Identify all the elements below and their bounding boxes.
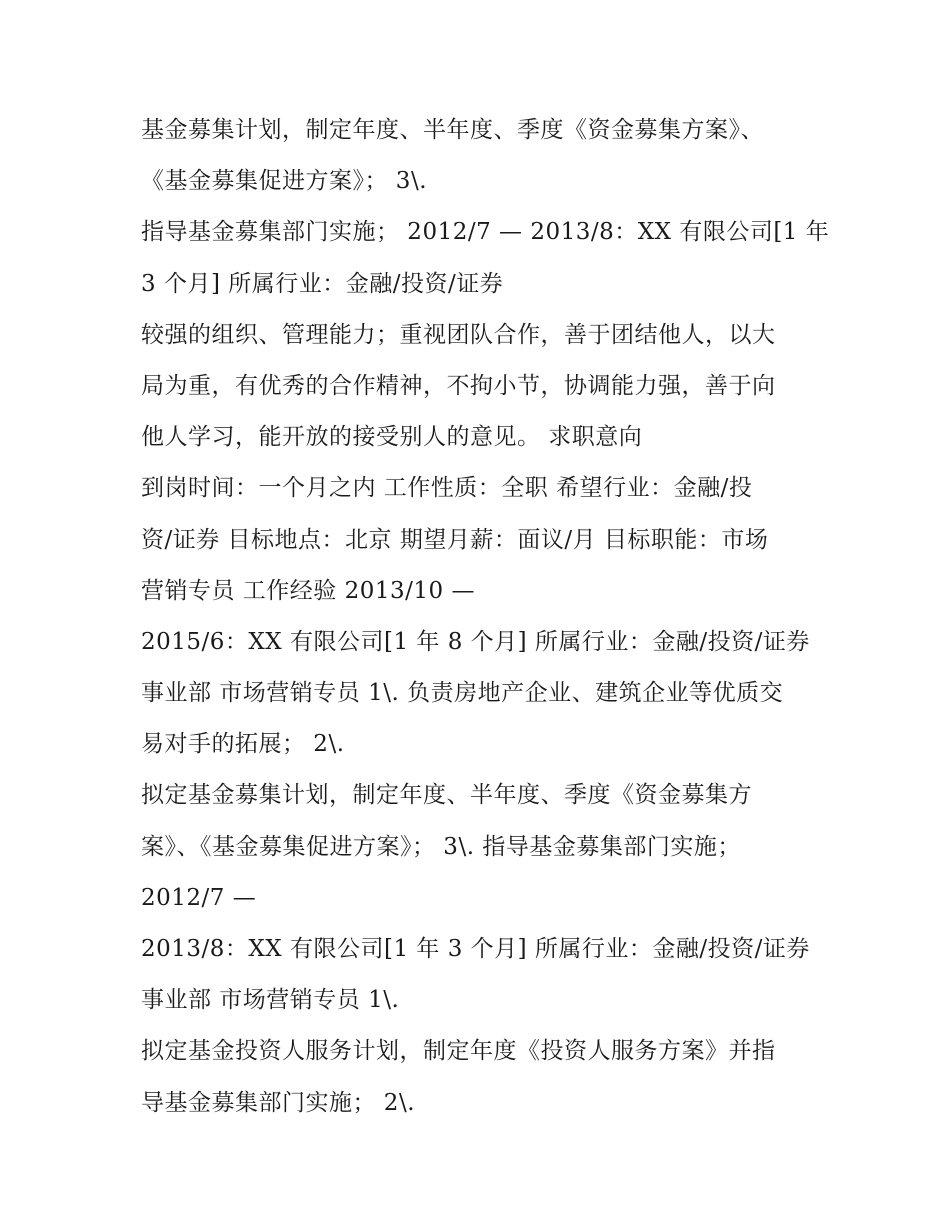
text-line: 导基金募集部门实施； 2\. <box>141 1089 416 1116</box>
text-line: 易对手的拓展； 2\. <box>141 731 345 758</box>
text-line: 事业部 市场营销专员 1\. 负责房地产企业、建筑企业等优质交 <box>141 680 784 707</box>
text-line: 案》、《基金募集促进方案》； 3\. 指导基金募集部门实施； <box>141 833 741 860</box>
document-body <box>141 105 831 1129</box>
text-line: 《基金募集促进方案》； 3\. <box>141 168 428 195</box>
text-line: 营销专员 工作经验 2013/10 — <box>141 577 475 604</box>
text-line: 基金募集计划，制定年度、半年度、季度《资金募集方案》、 <box>141 117 764 143</box>
text-line: 到岗时间：一个月之内 工作性质：全职 希望行业：金融/投 <box>141 475 753 502</box>
text-line: 2015/6：XX 有限公司[1 年 8 个月] 所属行业：金融/投资/证券 <box>141 628 810 655</box>
text-line: 事业部 市场营销专员 1\. <box>141 987 400 1014</box>
text-line: 指导基金募集部门实施； 2012/7 — 2013/8：XX 有限公司[1 年 <box>141 219 830 246</box>
text-line: 3 个月] 所属行业：金融/投资/证券 <box>141 270 504 297</box>
text-line: 2012/7 — <box>141 884 257 911</box>
text-line: 2013/8：XX 有限公司[1 年 3 个月] 所属行业：金融/投资/证券 <box>141 936 810 962</box>
text-line: 他人学习，能开放的接受别人的意见。 求职意向 <box>141 424 643 451</box>
text-line: 拟定基金募集计划，制定年度、半年度、季度《资金募集方 <box>141 782 752 809</box>
text-line: 资/证券 目标地点：北京 期望月薪：面议/月 目标职能：市场 <box>141 526 769 553</box>
text-line: 局为重，有优秀的合作精神，不拘小节，协调能力强，善于向 <box>141 372 776 399</box>
text-line: 较强的组织、管理能力；重视团队合作，善于团结他人，以大 <box>141 321 776 348</box>
text-line: 拟定基金投资人服务计划，制定年度《投资人服务方案》并指 <box>141 1038 776 1065</box>
